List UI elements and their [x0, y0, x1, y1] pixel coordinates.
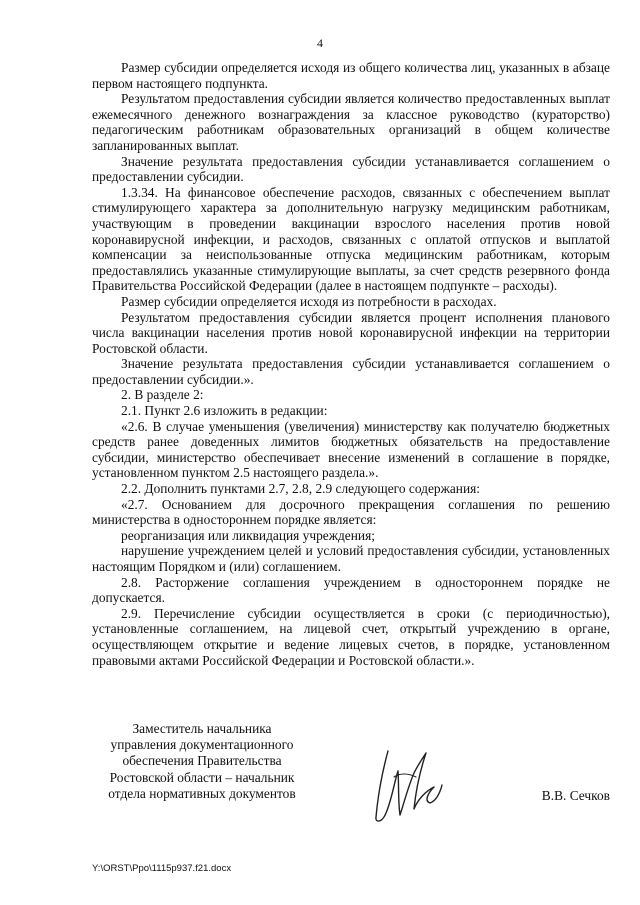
signatory-position	[92, 721, 312, 802]
position-line: Заместитель начальника	[132, 721, 272, 736]
paragraph: 1.3.34. На финансовое обеспечение расходов, связанных с обеспечением выплат стимулирующего характера за дополнительную нагрузку медицинским работникам, участвующим в проведении вакцинации взрослого населения против новой коронавирусной инфекции, и расходов, связанных с оплатой отпусков и выплатой компенсации за неиспользованные отпуска медицинским работникам, которым предоставлялись указанные стимулирующие выплаты, за счет средств резервного фонда Правительства Российской Федерации (далее в настоящем подпункте – расходы).	[92, 184, 610, 294]
position-line: обеспечения Правительства	[122, 753, 282, 769]
paragraph: Значение результата предоставления субсидии устанавливается соглашением о предоставлении субсидии.	[92, 153, 610, 185]
paragraph: 2.8. Расторжение соглашения учреждением в одностороннем порядке не допускается.	[92, 574, 610, 606]
position-line: отдела нормативных документов	[108, 785, 296, 801]
page-number: 4	[317, 36, 323, 50]
paragraph: «2.7. Основанием для досрочного прекращения соглашения по решению министерства в одностороннем порядке является:	[92, 496, 610, 528]
paragraph: Результатом предоставления субсидии является количество предоставленных выплат ежемесячного денежного вознаграждения за классное руководство (кураторство) педагогическим работникам образовательных организаций в общем количестве запланированных выплат.	[92, 91, 610, 153]
paragraph: 2.2. Дополнить пунктами 2.7, 2.8, 2.9 следующего содержания:	[121, 481, 480, 497]
document-body	[92, 60, 610, 668]
handwritten-signature	[368, 743, 448, 828]
paragraph: 2.9. Перечисление субсидии осуществляется в сроки (с периодичностью), установленные соглашением, на лицевой счет, открытый учреждению в органе, осуществляющем открытие и ведение лицевых счетов, в порядке, установленном правовыми актами Российской Федерации и Ростовской области.».	[92, 605, 610, 668]
paragraph: нарушение учреждением целей и условий предоставления субсидии, установленных настоящим Порядком и (или) соглашением.	[92, 543, 610, 574]
paragraph: Результатом предоставления субсидии является процент исполнения планового числа вакцинации населения против новой коронавирусной инфекции на территории Ростовской области.	[92, 309, 610, 356]
paragraph: Размер субсидии определяется исходя из потребности в расходах.	[121, 293, 497, 309]
paragraph: реорганизация или ликвидация учреждения;	[121, 527, 375, 543]
signatory-name: В.В. Сечков	[541, 788, 610, 803]
paragraph: 2. В разделе 2:	[121, 387, 204, 403]
position-line: управления документационного	[110, 737, 294, 753]
paragraph: Размер субсидии определяется исходя из общего количества лиц, указанных в абзаце первом настоящего подпункта.	[92, 60, 610, 91]
paragraph: 2.1. Пункт 2.6 изложить в редакции:	[121, 403, 328, 419]
paragraph: «2.6. В случае уменьшения (увеличения) министерству как получателю бюджетных средств ранее доведенных лимитов бюджетных обязательств на предоставление субсидии, министерство обеспечивает внесение изменений в соглашение в порядке, установленном пунктом 2.5 настоящего раздела.».	[92, 418, 610, 481]
paragraph: Значение результата предоставления субсидии устанавливается соглашением о предоставлении субсидии.».	[92, 356, 610, 387]
position-line: Ростовской области – начальник	[109, 769, 295, 785]
file-path-footer: Y:\ORST\Ppo\1115p937.f21.docx	[92, 863, 232, 874]
